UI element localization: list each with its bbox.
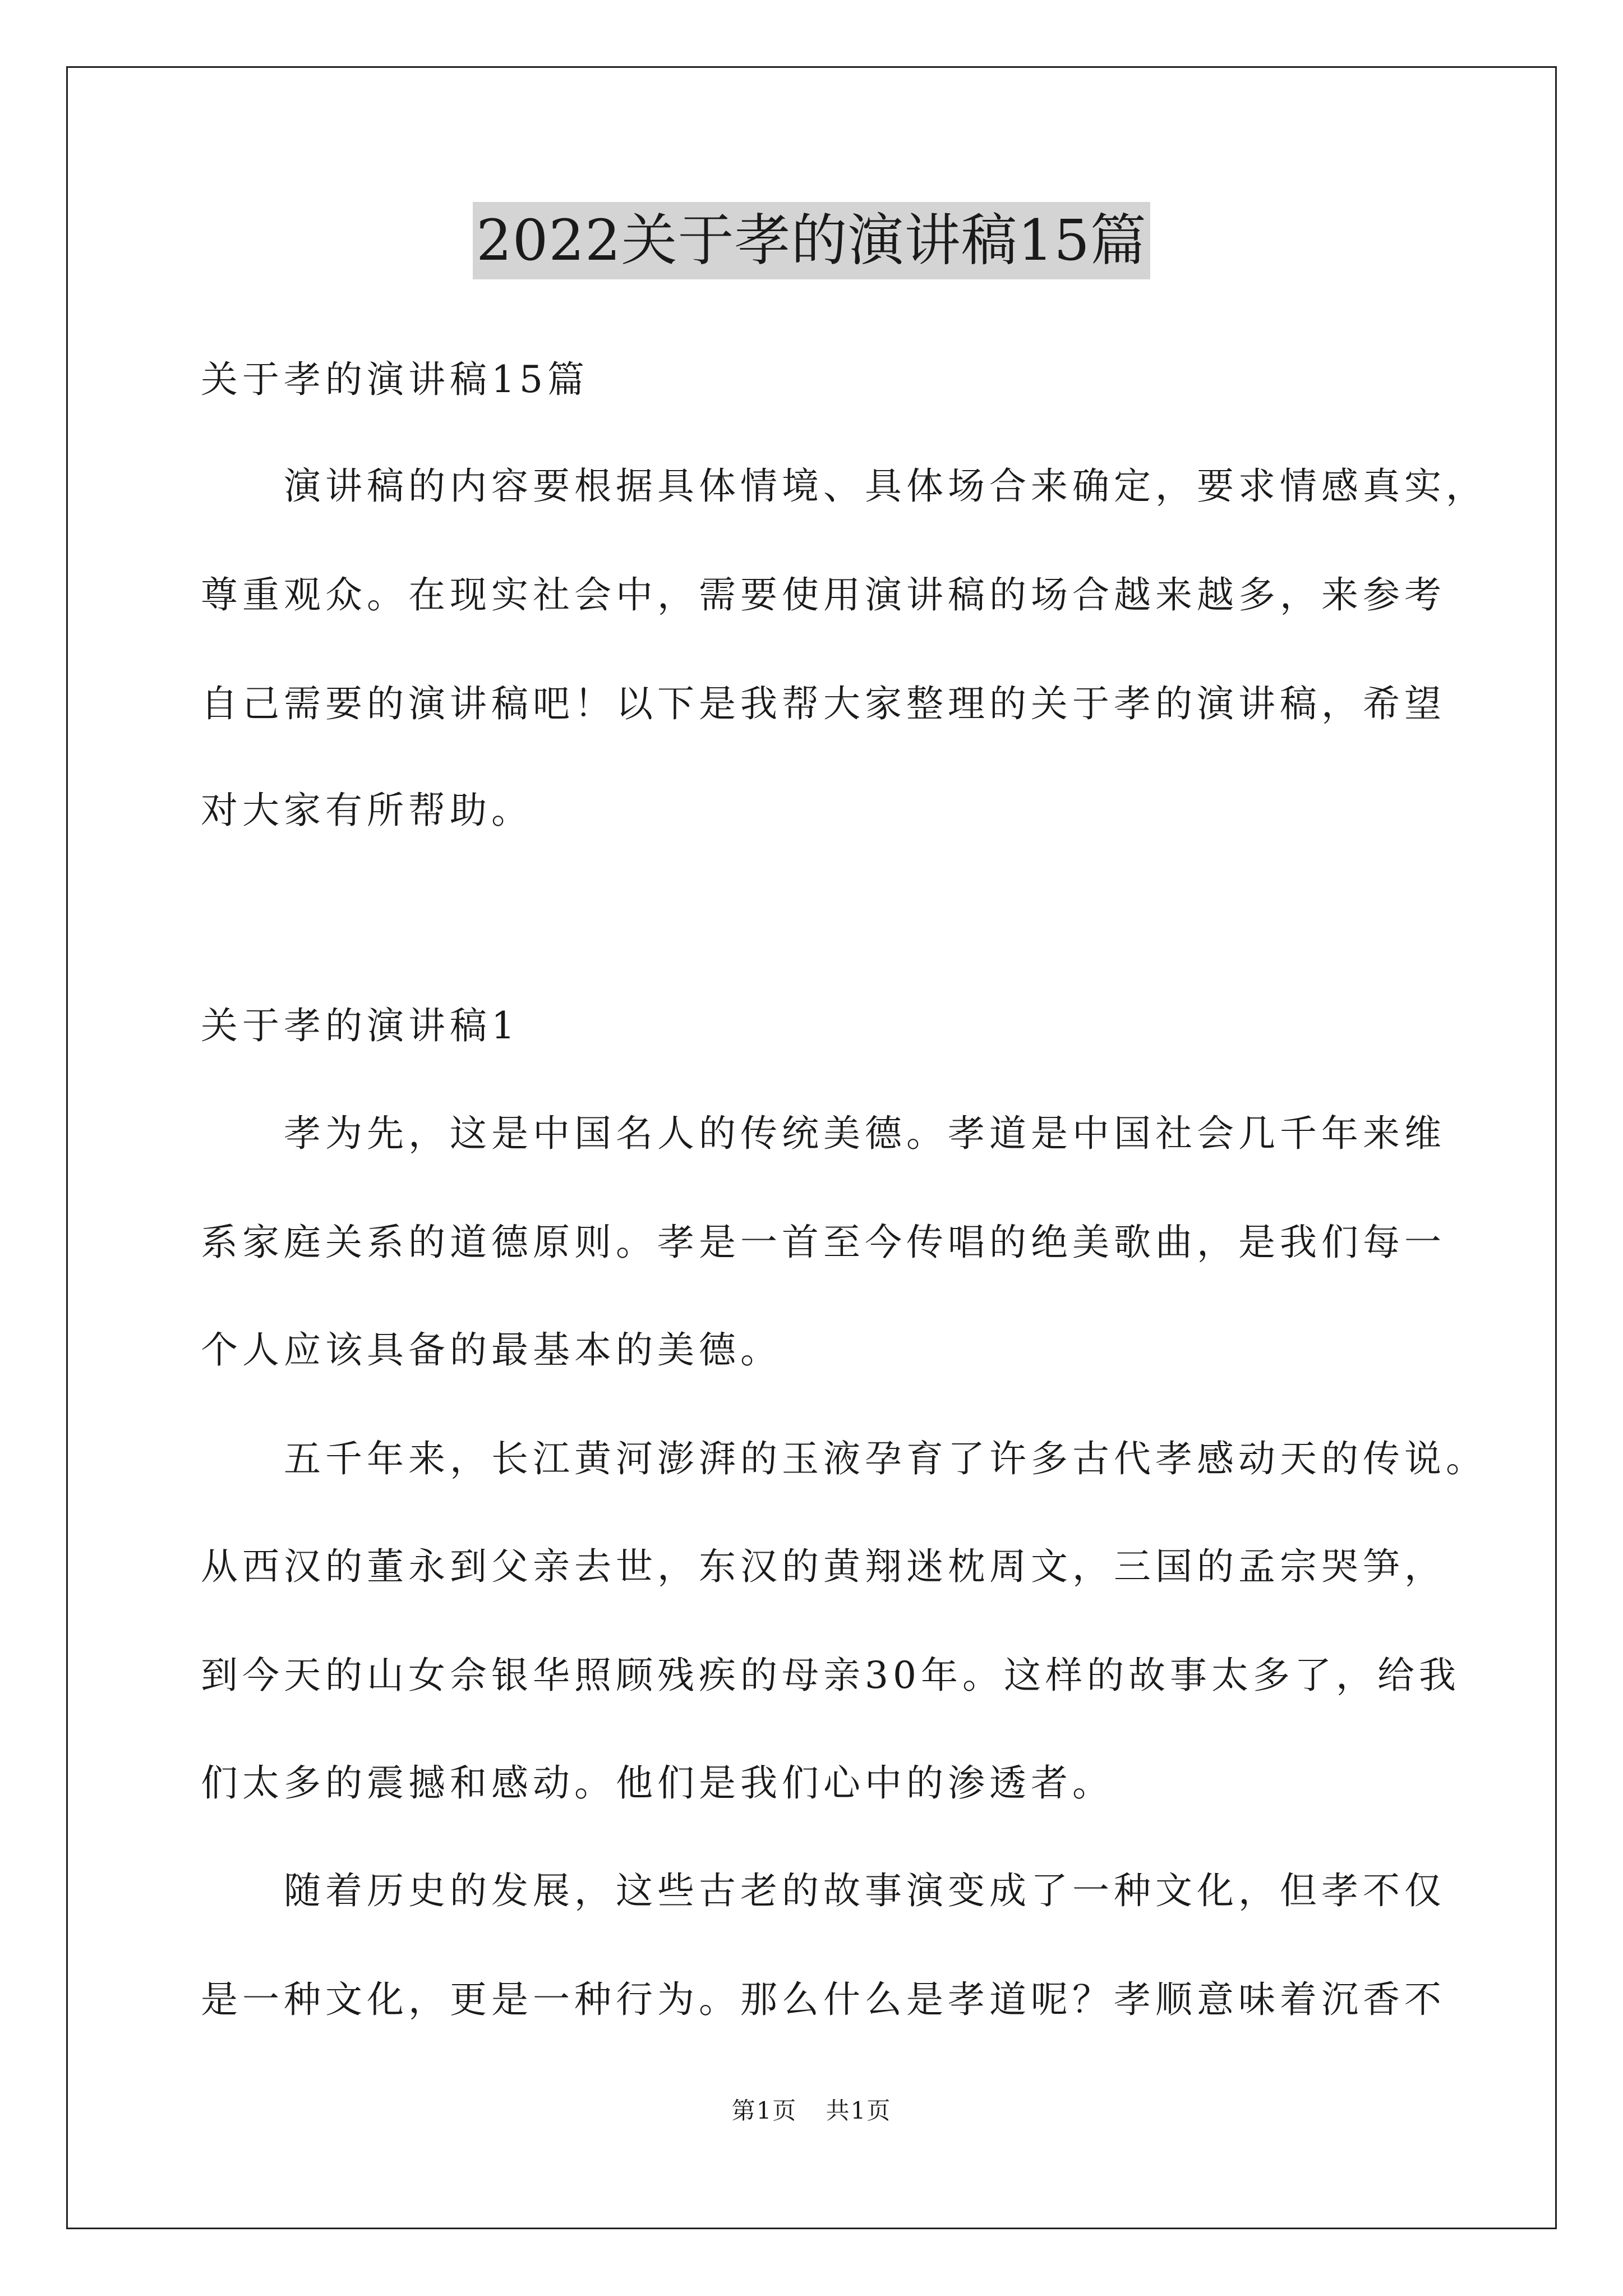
intro-line-3: 自己需要的演讲稿吧！以下是我帮大家整理的关于孝的演讲稿，希望	[201, 682, 1446, 725]
intro-line-4: 对大家有所帮助。	[201, 789, 533, 832]
section1-p2-line-1: 五千年来，长江黄河澎湃的玉液孕育了许多古代孝感动天的传说。	[284, 1437, 1487, 1480]
section1-p1-line-2: 系家庭关系的道德原则。孝是一首至今传唱的绝美歌曲，是我们每一	[201, 1221, 1446, 1264]
intro-line-2: 尊重观众。在现实社会中，需要使用演讲稿的场合越来越多，来参考	[201, 573, 1446, 616]
section1-heading: 关于孝的演讲稿1	[201, 1004, 519, 1047]
section1-p2-line-4: 们太多的震撼和感动。他们是我们心中的渗透者。	[201, 1761, 1114, 1805]
section1-p1-line-3: 个人应该具备的最基本的美德。	[201, 1328, 782, 1372]
section1-p1-line-1: 孝为先，这是中国名人的传统美德。孝道是中国社会几千年来维	[284, 1112, 1446, 1155]
page-footer	[0, 2095, 1623, 2127]
section1-p3-line-1: 随着历史的发展，这些古老的故事演变成了一种文化，但孝不仅	[284, 1869, 1446, 1912]
page-count: 共1页	[826, 2097, 892, 2124]
section1-p2-line-3: 到今天的山女佘银华照顾残疾的母亲30年。这样的故事太多了，给我	[201, 1654, 1460, 1697]
page-number: 第1页	[731, 2097, 797, 2124]
section1-p2-line-2: 从西汉的董永到父亲去世，东汉的黄翔迷枕周文，三国的孟宗哭笋，	[201, 1545, 1446, 1588]
intro-heading: 关于孝的演讲稿15篇	[201, 358, 589, 401]
intro-line-1: 演讲稿的内容要根据具体情境、具体场合来确定，要求情感真实，	[284, 464, 1487, 508]
section1-p3-line-2: 是一种文化，更是一种行为。那么什么是孝道呢？孝顺意味着沉香不	[201, 1978, 1446, 2021]
title-area	[0, 202, 1623, 279]
document-title: 2022关于孝的演讲稿15篇	[473, 202, 1150, 279]
